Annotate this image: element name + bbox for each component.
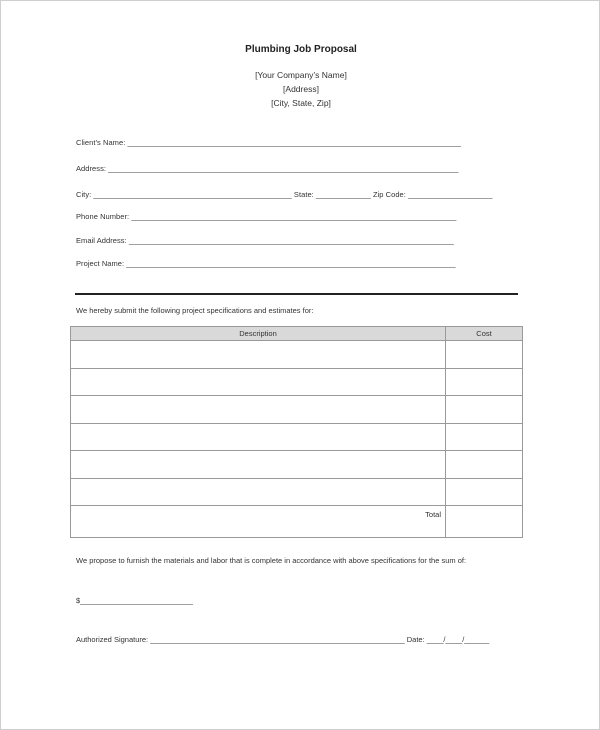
table-row <box>71 451 523 479</box>
client-name-field[interactable]: Client’s Name: _______________________________________________________________________________ <box>76 138 461 147</box>
table-row <box>71 423 523 451</box>
description-cell[interactable] <box>71 368 446 396</box>
description-cell[interactable] <box>71 396 446 424</box>
cost-cell[interactable] <box>446 478 523 506</box>
company-city-state-zip: [City, State, Zip] <box>271 98 331 108</box>
section-divider <box>75 293 518 295</box>
table-row <box>71 368 523 396</box>
description-cell[interactable] <box>71 451 446 479</box>
total-label: Total <box>71 506 446 538</box>
project-name-field[interactable]: Project Name: ______________________________________________________________________________ <box>76 259 456 268</box>
description-header: Description <box>71 327 446 341</box>
table-row <box>71 478 523 506</box>
cost-cell[interactable] <box>446 451 523 479</box>
signature-date-field[interactable]: Authorized Signature: _____________________________________________________________ Date: ____/____/______ <box>76 635 490 644</box>
description-cell[interactable] <box>71 423 446 451</box>
client-address-field[interactable]: Address: ___________________________________________________________________________________ <box>76 164 459 173</box>
cost-cell[interactable] <box>446 423 523 451</box>
total-cost-cell[interactable] <box>446 506 523 538</box>
specifications-table <box>70 326 523 538</box>
cost-cell[interactable] <box>446 341 523 369</box>
cost-header: Cost <box>446 327 523 341</box>
description-cell[interactable] <box>71 341 446 369</box>
specifications-intro: We hereby submit the following project specifications and estimates for: <box>76 306 314 315</box>
document-title: Plumbing Job Proposal <box>245 44 357 55</box>
company-name: [Your Company’s Name] <box>255 70 347 80</box>
description-cell[interactable] <box>71 478 446 506</box>
company-address: [Address] <box>283 84 319 94</box>
total-row <box>71 506 523 538</box>
phone-number-field[interactable]: Phone Number: _____________________________________________________________________________ <box>76 212 457 221</box>
cost-cell[interactable] <box>446 396 523 424</box>
proposal-text: We propose to furnish the materials and labor that is complete in accordance with above specifications for the sum of: <box>76 556 467 565</box>
table-row <box>71 396 523 424</box>
table-row <box>71 341 523 369</box>
table-header-row <box>71 327 523 341</box>
email-address-field[interactable]: Email Address: _____________________________________________________________________________ <box>76 236 454 245</box>
cost-cell[interactable] <box>446 368 523 396</box>
amount-field[interactable]: $___________________________ <box>76 596 193 605</box>
client-city-state-zip-field[interactable]: City: _______________________________________________ State: _____________ Zip Code: ____________________ <box>76 190 493 199</box>
